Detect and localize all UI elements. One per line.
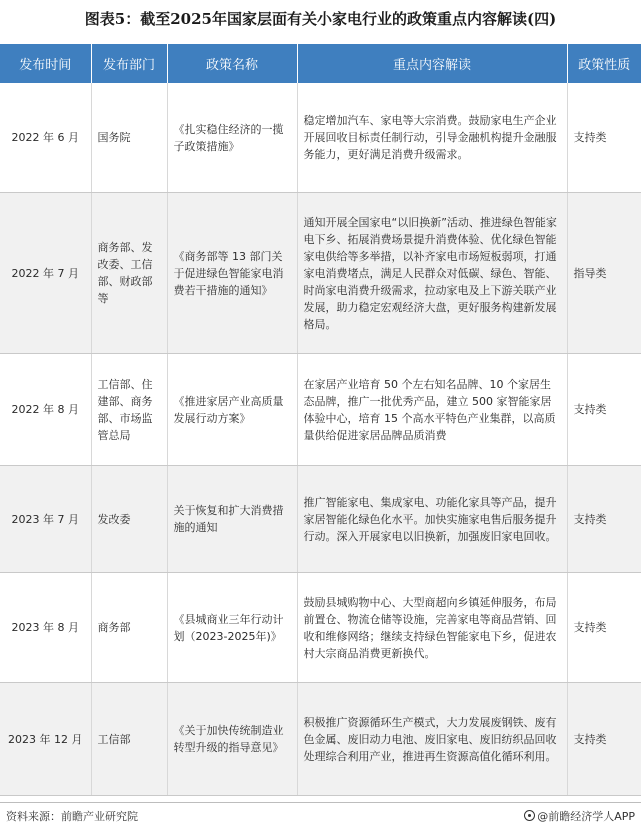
cell-dept: 发改委 xyxy=(91,466,167,573)
cell-date: 2022 年 8 月 xyxy=(0,354,91,466)
table-row xyxy=(0,354,641,466)
table-header-row xyxy=(0,44,641,83)
policy-table xyxy=(0,44,641,796)
brand-text: @前瞻经济学人APP xyxy=(537,810,635,823)
cell-dept: 工信部 xyxy=(91,683,167,796)
table-row xyxy=(0,83,641,193)
footer-divider xyxy=(0,802,641,803)
cell-content: 在家居产业培育 50 个左右知名品牌、10 个家居生态品牌，推广一批优秀产品，建立 500 家智能家居体验中心，培育 15 个高水平特色产业集群，以高质量供给促进家居品牌品质消费 xyxy=(297,354,567,466)
cell-content: 通知开展全国家电“以旧换新”活动、推进绿色智能家电下乡、拓展消费场景提升消费体验、优化绿色智能家电供给等多举措，以补齐家电市场短板弱项，打通家电消费堵点，满足人民群众对低碳、绿色、智能、时尚家电消费升级需求，拉动家电及上下游关联产业发展，助力稳定宏观经济大盘，更好服务构建新发展格局。 xyxy=(297,193,567,354)
table-row xyxy=(0,466,641,573)
cell-dept: 商务部 xyxy=(91,573,167,683)
cell-type: 支持类 xyxy=(567,466,641,573)
cell-date: 2023 年 7 月 xyxy=(0,466,91,573)
cell-date: 2022 年 6 月 xyxy=(0,83,91,193)
table-row xyxy=(0,193,641,354)
cell-date: 2022 年 7 月 xyxy=(0,193,91,354)
brand-credit xyxy=(524,808,635,824)
cell-content: 推广智能家电、集成家电、功能化家具等产品，提升家居智能化绿色化水平。加快实施家电售后服务提升行动。深入开展家电以旧换新，加强废旧家电回收。 xyxy=(297,466,567,573)
cell-date: 2023 年 8 月 xyxy=(0,573,91,683)
header-date: 发布时间 xyxy=(0,44,91,83)
footer xyxy=(0,806,641,826)
cell-content: 稳定增加汽车、家电等大宗消费。鼓励家电生产企业开展回收目标责任制行动，引导金融机构提升金融服务能力，更好满足消费升级需求。 xyxy=(297,83,567,193)
cell-dept: 国务院 xyxy=(91,83,167,193)
cell-dept: 商务部、发改委、工信部、财政部等 xyxy=(91,193,167,354)
cell-policy-name: 关于恢复和扩大消费措施的通知 xyxy=(167,466,297,573)
brand-logo-icon xyxy=(524,810,535,821)
cell-policy-name: 《推进家居产业高质量发展行动方案》 xyxy=(167,354,297,466)
cell-type: 支持类 xyxy=(567,573,641,683)
header-type: 政策性质 xyxy=(567,44,641,83)
cell-policy-name: 《关于加快传统制造业转型升级的指导意见》 xyxy=(167,683,297,796)
table-row xyxy=(0,573,641,683)
header-policy-name: 政策名称 xyxy=(167,44,297,83)
page-title: 图表5：截至2025年国家层面有关小家电行业的政策重点内容解读(四) xyxy=(84,10,557,28)
cell-content: 积极推广资源循环生产模式，大力发展废钢铁、废有色金属、废旧动力电池、废旧家电、废旧纺织品回收处理综合利用产业，推进再生资源高值化循环利用。 xyxy=(297,683,567,796)
cell-type: 支持类 xyxy=(567,83,641,193)
cell-type: 指导类 xyxy=(567,193,641,354)
cell-policy-name: 《扎实稳住经济的一揽子政策措施》 xyxy=(167,83,297,193)
cell-type: 支持类 xyxy=(567,683,641,796)
cell-policy-name: 《商务部等 13 部门关于促进绿色智能家电消费若干措施的通知》 xyxy=(167,193,297,354)
cell-content: 鼓励县城购物中心、大型商超向乡镇延伸服务，布局前置仓、物流仓储等设施，完善家电等商品营销、回收和维修网络；继续支持绿色智能家电下乡，促进农村大宗商品消费更新换代。 xyxy=(297,573,567,683)
source-note: 资料来源：前瞻产业研究院 xyxy=(6,810,138,823)
cell-policy-name: 《县城商业三年行动计划（2023-2025年)》 xyxy=(167,573,297,683)
header-dept: 发布部门 xyxy=(91,44,167,83)
table-row xyxy=(0,683,641,796)
cell-type: 支持类 xyxy=(567,354,641,466)
cell-date: 2023 年 12 月 xyxy=(0,683,91,796)
cell-dept: 工信部、住建部、商务部、市场监管总局 xyxy=(91,354,167,466)
header-content: 重点内容解读 xyxy=(297,44,567,83)
